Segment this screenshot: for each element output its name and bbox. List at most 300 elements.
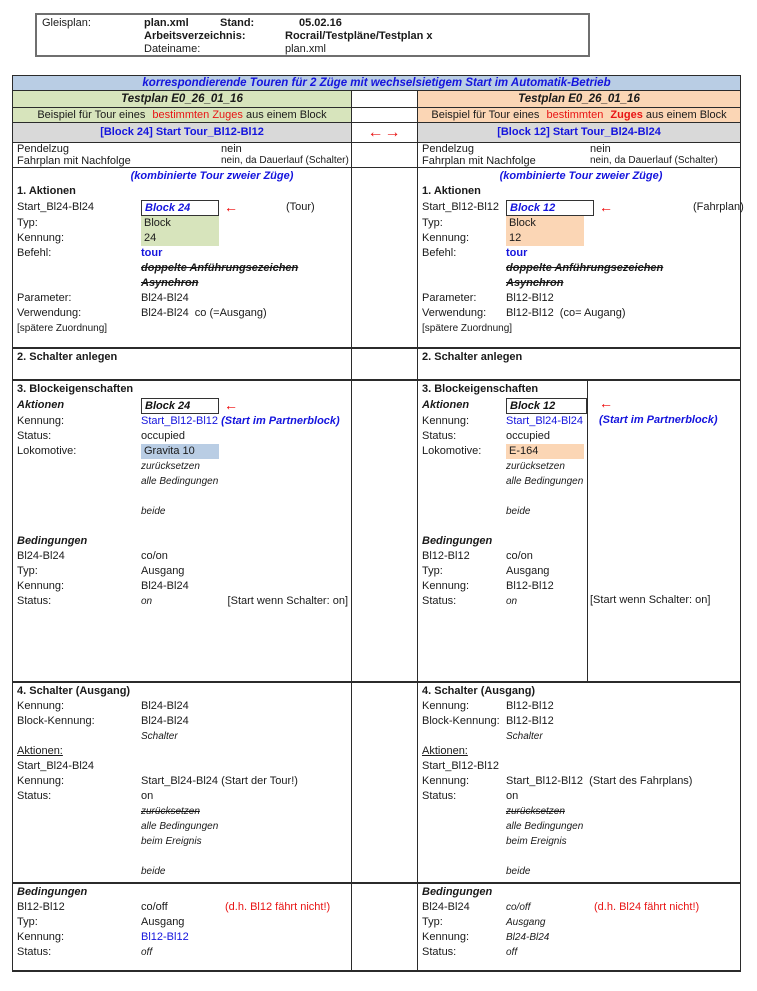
section-left bbox=[12, 381, 352, 683]
spacer-cell bbox=[352, 349, 418, 381]
row bbox=[422, 579, 740, 594]
section-band-pendelzug bbox=[12, 143, 741, 168]
field-value: Bl12-Bl12 bbox=[506, 580, 554, 592]
field-label: Status: bbox=[422, 595, 457, 607]
field-label: Status: bbox=[17, 430, 52, 442]
section-band-blockeigenschaften bbox=[12, 381, 741, 683]
row bbox=[422, 155, 740, 167]
field-value: beide bbox=[141, 866, 166, 877]
field-value: Start_Bl24-Bl24 (Start der Tour!) bbox=[141, 775, 298, 787]
spacer-cell bbox=[352, 168, 418, 349]
field-value: zurücksetzen bbox=[506, 806, 565, 817]
field-label: Status: bbox=[17, 946, 52, 958]
section-left bbox=[12, 349, 352, 381]
field-value: Start_Bl24-Bl24 bbox=[506, 415, 584, 427]
row bbox=[17, 549, 351, 564]
typ-highlight: Block bbox=[506, 216, 584, 231]
field-label: Fahrplan mit Nachfolge bbox=[422, 155, 536, 167]
meta-row bbox=[37, 43, 588, 56]
field-label: Bl24-Bl24 bbox=[422, 901, 470, 913]
field-value: on bbox=[506, 596, 518, 607]
field-label: Kennung: bbox=[422, 931, 470, 943]
swap-arrows-icon: ←→ bbox=[352, 123, 418, 143]
row bbox=[422, 744, 740, 759]
field-label: Kennung: bbox=[422, 775, 470, 787]
field-value: 1. Aktionen bbox=[422, 185, 481, 197]
field-value: Bl12-Bl12 bbox=[506, 292, 554, 304]
comparison-table bbox=[12, 75, 744, 972]
field-label: Kennung: bbox=[17, 580, 65, 592]
field-value: zurücksetzen bbox=[141, 461, 200, 472]
field-label: Lokomotive: bbox=[17, 445, 77, 457]
row bbox=[422, 144, 740, 155]
field-value: Start_Bl24-Bl24 bbox=[17, 760, 95, 772]
block-header-right: [Block 12] Start Tour_Bl24-Bl24 bbox=[418, 123, 741, 143]
meta-row bbox=[37, 30, 588, 43]
field-value: (kombinierte Tour zweier Züge) bbox=[499, 170, 663, 182]
field-value: Schalter bbox=[141, 731, 178, 742]
section-left bbox=[12, 683, 352, 884]
field-value: occupied bbox=[141, 430, 186, 442]
section-right bbox=[418, 168, 744, 349]
row bbox=[422, 834, 740, 849]
field-value: co/on bbox=[141, 550, 168, 562]
section-right bbox=[418, 143, 741, 168]
row bbox=[17, 534, 351, 549]
row bbox=[17, 849, 351, 864]
banner-title: korrespondierende Touren für 2 Züge mit wechselsietigem Start im Automatik-Betrieb bbox=[12, 75, 741, 91]
field-value: alle Bedingungen bbox=[141, 821, 219, 832]
field-label: Typ: bbox=[17, 565, 38, 577]
row bbox=[17, 915, 351, 930]
lok-highlight: E-164 bbox=[506, 444, 584, 459]
section-left bbox=[12, 168, 352, 349]
row bbox=[17, 819, 351, 834]
field-label: Parameter: bbox=[17, 292, 72, 304]
field-label: Block-Kennung: bbox=[422, 715, 500, 727]
gleisplan-label: Gleisplan: bbox=[42, 17, 91, 29]
field-value: doppelte Anführungsezeichen bbox=[141, 262, 299, 274]
field-value: alle Bedingungen bbox=[506, 821, 584, 832]
highlight-red-text: bestimmten bbox=[546, 109, 607, 121]
row bbox=[17, 789, 351, 804]
row bbox=[17, 199, 351, 216]
row bbox=[17, 564, 351, 579]
field-value: nein, da Dauerlauf (Schalter) bbox=[221, 155, 349, 166]
row bbox=[17, 459, 351, 474]
column-divider bbox=[587, 381, 588, 681]
text-segment: aus einem Block bbox=[242, 109, 327, 121]
row bbox=[422, 789, 740, 804]
row bbox=[17, 834, 351, 849]
row bbox=[422, 489, 740, 504]
field-value: Ausgang bbox=[141, 916, 185, 928]
stand-label: Stand: bbox=[220, 17, 255, 29]
row bbox=[422, 900, 740, 915]
field-label: Typ: bbox=[422, 217, 443, 229]
field-label: Typ: bbox=[422, 565, 443, 577]
schalter-note: [Start wenn Schalter: on] bbox=[590, 594, 711, 606]
arrow-left-icon: ← bbox=[599, 395, 613, 411]
row bbox=[17, 276, 351, 291]
row bbox=[422, 261, 740, 276]
field-label: Typ: bbox=[422, 916, 443, 928]
field-value: Asynchron bbox=[506, 277, 564, 289]
field-value: beide bbox=[141, 506, 166, 517]
field-value: tour bbox=[506, 247, 528, 259]
field-label: Befehl: bbox=[422, 247, 457, 259]
spacer-cell bbox=[352, 91, 418, 108]
row bbox=[17, 184, 351, 199]
section-right bbox=[418, 349, 741, 381]
row bbox=[17, 864, 351, 879]
field-label: Typ: bbox=[17, 217, 38, 229]
field-value: Ausgang bbox=[506, 917, 546, 928]
field-value: 4. Schalter (Ausgang) bbox=[422, 685, 536, 697]
field-value: beide bbox=[506, 866, 531, 877]
field-value: 3. Blockeigenschaften bbox=[422, 383, 539, 395]
field-value: Aktionen: bbox=[17, 745, 63, 757]
row bbox=[17, 291, 351, 306]
field-value: Start_Bl12-Bl12 bbox=[422, 760, 500, 772]
field-value: Bedingungen bbox=[17, 886, 88, 898]
row bbox=[422, 350, 740, 365]
meta-row bbox=[37, 17, 588, 30]
row bbox=[17, 216, 351, 231]
field-value: Start_Bl12-Bl12 bbox=[141, 415, 219, 427]
field-label: Kennung: bbox=[17, 700, 65, 712]
row bbox=[422, 699, 740, 714]
field-value: Bl12-Bl12 bbox=[141, 931, 189, 943]
row bbox=[422, 321, 740, 336]
field-label: Status: bbox=[422, 430, 457, 442]
row bbox=[17, 306, 351, 321]
field-label: Befehl: bbox=[17, 247, 52, 259]
stand-value: 05.02.16 bbox=[299, 17, 342, 29]
plan-info-box bbox=[35, 13, 590, 57]
row bbox=[422, 564, 740, 579]
block-header-left: [Block 24] Start Tour_Bl12-Bl12 bbox=[12, 123, 352, 143]
row bbox=[422, 429, 740, 444]
field-value: Bl12-Bl12 bbox=[506, 700, 554, 712]
dateiname-label: Dateiname: bbox=[144, 43, 201, 55]
field-value: Bedingungen bbox=[422, 886, 493, 898]
field-value: Bedingungen bbox=[422, 535, 493, 547]
partnerblock-note: (Start im Partnerblock) bbox=[599, 414, 718, 426]
highlight-red-text: bestimmten Zuges bbox=[152, 109, 243, 121]
warning-note: (d.h. Bl24 fährt nicht!) bbox=[594, 901, 700, 913]
field-value: nein bbox=[221, 143, 242, 155]
row bbox=[422, 246, 740, 261]
row bbox=[422, 444, 740, 459]
block-field: Block 24 bbox=[141, 200, 219, 216]
field-label: Pendelzug bbox=[17, 143, 69, 155]
row bbox=[17, 350, 351, 365]
section-band-schalter-anlegen bbox=[12, 349, 741, 381]
field-value: beim Ereignis bbox=[506, 836, 567, 847]
field-label: Parameter: bbox=[422, 292, 477, 304]
field-value: Bl24-Bl24 bbox=[141, 715, 189, 727]
spacer bbox=[42, 30, 144, 43]
field-label: Aktionen bbox=[17, 399, 65, 411]
spacer-cell bbox=[352, 683, 418, 884]
row bbox=[422, 231, 740, 246]
arrow-left-icon: ← bbox=[224, 397, 238, 413]
testplan-header-left: Testplan E0_26_01_16 bbox=[12, 91, 352, 108]
text-segment: Beispiel für Tour eines bbox=[37, 109, 149, 121]
row bbox=[17, 382, 351, 397]
row bbox=[17, 261, 351, 276]
field-label: Fahrplan mit Nachfolge bbox=[17, 155, 131, 167]
spacer-cell bbox=[352, 143, 418, 168]
field-value: beide bbox=[506, 506, 531, 517]
row bbox=[17, 579, 351, 594]
field-label: Kennung: bbox=[422, 700, 470, 712]
field-value: zurücksetzen bbox=[506, 461, 565, 472]
row bbox=[422, 276, 740, 291]
field-label: Status: bbox=[17, 595, 52, 607]
field-value: (kombinierte Tour zweier Züge) bbox=[130, 170, 294, 182]
row bbox=[422, 864, 740, 879]
arbeitsverzeichnis-label: Arbeitsverzeichnis: bbox=[144, 30, 246, 42]
typ-highlight: Block bbox=[141, 216, 219, 231]
field-value: off bbox=[141, 947, 153, 958]
row bbox=[422, 216, 740, 231]
row bbox=[17, 519, 351, 534]
dateiname-value: plan.xml bbox=[285, 43, 326, 55]
text-segment: Beispiel für Tour eines bbox=[431, 109, 543, 121]
field-value: Bl24-Bl24 bbox=[506, 932, 550, 943]
section-right bbox=[418, 381, 741, 683]
row bbox=[422, 804, 740, 819]
field-value: Bl24-Bl24 bbox=[141, 292, 189, 304]
field-value: Bl24-Bl24 bbox=[141, 580, 189, 592]
row bbox=[422, 474, 740, 489]
field-value: (Start im Partnerblock) bbox=[218, 415, 340, 427]
row bbox=[422, 915, 740, 930]
row bbox=[17, 900, 351, 915]
field-value: 2. Schalter anlegen bbox=[17, 351, 118, 363]
arrow-left-icon: ← bbox=[224, 199, 238, 215]
field-label: Kennung: bbox=[422, 415, 470, 427]
row bbox=[17, 414, 351, 429]
lok-highlight: Gravita 10 bbox=[141, 444, 219, 459]
field-label: Start_Bl12-Bl12 bbox=[422, 201, 500, 213]
field-value: co/on bbox=[506, 550, 533, 562]
section-right bbox=[418, 884, 741, 972]
row bbox=[422, 382, 740, 397]
field-label: Kennung: bbox=[17, 232, 65, 244]
row bbox=[422, 729, 740, 744]
field-value: co/off bbox=[141, 901, 168, 913]
row bbox=[17, 489, 351, 504]
row bbox=[422, 849, 740, 864]
field-value: 3. Blockeigenschaften bbox=[17, 383, 134, 395]
row bbox=[422, 714, 740, 729]
spacer-cell bbox=[352, 381, 418, 683]
row bbox=[17, 444, 351, 459]
row bbox=[17, 397, 351, 414]
field-value: zurücksetzen bbox=[141, 806, 200, 817]
block-header-row bbox=[12, 123, 741, 143]
testplan-row bbox=[12, 91, 741, 108]
row bbox=[17, 474, 351, 489]
section-band-schalter-ausgang bbox=[12, 683, 741, 884]
block-field: Block 24 bbox=[141, 398, 219, 414]
arbeitsverzeichnis-value: Rocrail/Testpläne/Testplan x bbox=[285, 30, 433, 42]
field-value: nein bbox=[590, 143, 611, 155]
warning-note: (d.h. Bl12 fährt nicht!) bbox=[225, 901, 331, 913]
row bbox=[422, 885, 740, 900]
field-value: 1. Aktionen bbox=[17, 185, 76, 197]
field-value: Ausgang bbox=[506, 565, 550, 577]
row bbox=[422, 945, 740, 960]
row bbox=[17, 714, 351, 729]
field-value: Bl24-Bl24 bbox=[141, 700, 189, 712]
section-left bbox=[12, 884, 352, 972]
row bbox=[17, 504, 351, 519]
row bbox=[17, 699, 351, 714]
row bbox=[422, 759, 740, 774]
row bbox=[17, 246, 351, 261]
field-value: Start_Bl12-Bl12 (Start des Fahrplans) bbox=[506, 775, 693, 787]
field-value: tour bbox=[141, 247, 163, 259]
field-value: Ausgang bbox=[141, 565, 185, 577]
field-label: Status: bbox=[422, 946, 457, 958]
row bbox=[17, 885, 351, 900]
field-value: Aktionen: bbox=[422, 745, 468, 757]
text-segment: aus einem Block bbox=[642, 109, 727, 121]
field-value: (Fahrplan) bbox=[693, 201, 744, 213]
field-value: co/off bbox=[506, 902, 531, 913]
row bbox=[422, 819, 740, 834]
row bbox=[17, 231, 351, 246]
field-value: occupied bbox=[506, 430, 551, 442]
field-value: (Tour) bbox=[286, 201, 315, 213]
row bbox=[422, 306, 740, 321]
field-label: Kennung: bbox=[17, 775, 65, 787]
field-value: [spätere Zuordnung] bbox=[422, 323, 513, 334]
section-left bbox=[12, 143, 352, 168]
field-label: Status: bbox=[422, 790, 457, 802]
row bbox=[17, 429, 351, 444]
field-value: 2. Schalter anlegen bbox=[422, 351, 523, 363]
field-value: [spätere Zuordnung] bbox=[17, 323, 108, 334]
row bbox=[17, 169, 351, 184]
field-label: Aktionen bbox=[422, 399, 470, 411]
row bbox=[17, 744, 351, 759]
row bbox=[422, 291, 740, 306]
gleisplan-value: plan.xml bbox=[144, 17, 189, 29]
field-value: Schalter bbox=[506, 731, 543, 742]
highlight-red-text: Zuges bbox=[610, 109, 643, 121]
section-band-aktionen bbox=[12, 168, 744, 349]
section-right bbox=[418, 683, 741, 884]
field-value: Bl24-Bl24 co (=Ausgang) bbox=[141, 307, 267, 319]
field-label: Bl12-Bl12 bbox=[422, 550, 470, 562]
row bbox=[17, 774, 351, 789]
row bbox=[17, 759, 351, 774]
row bbox=[422, 504, 740, 519]
field-label: Kennung: bbox=[422, 580, 470, 592]
field-value: doppelte Anführungsezeichen bbox=[506, 262, 664, 274]
field-value: Bedingungen bbox=[17, 535, 88, 547]
field-value: Bl12-Bl12 (co= Augang) bbox=[506, 307, 626, 319]
field-label: Pendelzug bbox=[422, 143, 474, 155]
row bbox=[422, 459, 740, 474]
block-field: Block 12 bbox=[506, 200, 594, 216]
beispiel-right bbox=[418, 108, 741, 123]
row bbox=[422, 519, 740, 534]
field-label: Kennung: bbox=[422, 232, 470, 244]
field-label: Verwendung: bbox=[422, 307, 487, 319]
row bbox=[17, 594, 351, 609]
field-label: Status: bbox=[17, 790, 52, 802]
block-field: Block 12 bbox=[506, 398, 587, 414]
row bbox=[422, 199, 744, 216]
spacer bbox=[42, 43, 144, 56]
spacer-cell bbox=[352, 884, 418, 972]
field-label: Typ: bbox=[17, 916, 38, 928]
beispiel-left bbox=[12, 108, 352, 123]
field-value: Bl12-Bl12 bbox=[506, 715, 554, 727]
row bbox=[17, 729, 351, 744]
row bbox=[17, 945, 351, 960]
field-value: off bbox=[506, 947, 518, 958]
row bbox=[422, 397, 740, 414]
kennung-highlight: 12 bbox=[506, 231, 584, 246]
row bbox=[422, 684, 740, 699]
row bbox=[17, 804, 351, 819]
row bbox=[422, 549, 740, 564]
field-value: alle Bedingungen bbox=[141, 476, 219, 487]
field-label: Kennung: bbox=[17, 415, 65, 427]
field-label: Kennung: bbox=[17, 931, 65, 943]
field-value: on bbox=[506, 790, 519, 802]
row bbox=[17, 684, 351, 699]
field-value: beim Ereignis bbox=[141, 836, 202, 847]
field-value: on bbox=[141, 790, 154, 802]
field-value: Asynchron bbox=[141, 277, 199, 289]
row bbox=[422, 534, 740, 549]
row bbox=[17, 155, 351, 167]
beispiel-row bbox=[12, 108, 741, 123]
field-label: Lokomotive: bbox=[422, 445, 482, 457]
row bbox=[17, 144, 351, 155]
field-label: Bl12-Bl12 bbox=[17, 901, 65, 913]
testplan-header-right: Testplan E0_26_01_16 bbox=[418, 91, 741, 108]
field-label: Block-Kennung: bbox=[17, 715, 95, 727]
field-value: on bbox=[141, 596, 153, 607]
field-label: Bl24-Bl24 bbox=[17, 550, 65, 562]
arrow-left-icon: ← bbox=[599, 199, 613, 215]
field-value: 4. Schalter (Ausgang) bbox=[17, 685, 131, 697]
section-band-bedingungen bbox=[12, 884, 741, 972]
row bbox=[422, 184, 740, 199]
spacer-cell bbox=[352, 108, 418, 123]
row bbox=[422, 169, 740, 184]
row bbox=[17, 930, 351, 945]
field-value: [Start wenn Schalter: on] bbox=[227, 595, 348, 607]
row bbox=[422, 930, 740, 945]
kennung-highlight: 24 bbox=[141, 231, 219, 246]
row bbox=[422, 774, 740, 789]
row bbox=[17, 321, 351, 336]
field-value: nein, da Dauerlauf (Schalter) bbox=[590, 155, 718, 166]
field-label: Verwendung: bbox=[17, 307, 82, 319]
field-label: Start_Bl24-Bl24 bbox=[17, 201, 95, 213]
field-value: alle Bedingungen bbox=[506, 476, 584, 487]
